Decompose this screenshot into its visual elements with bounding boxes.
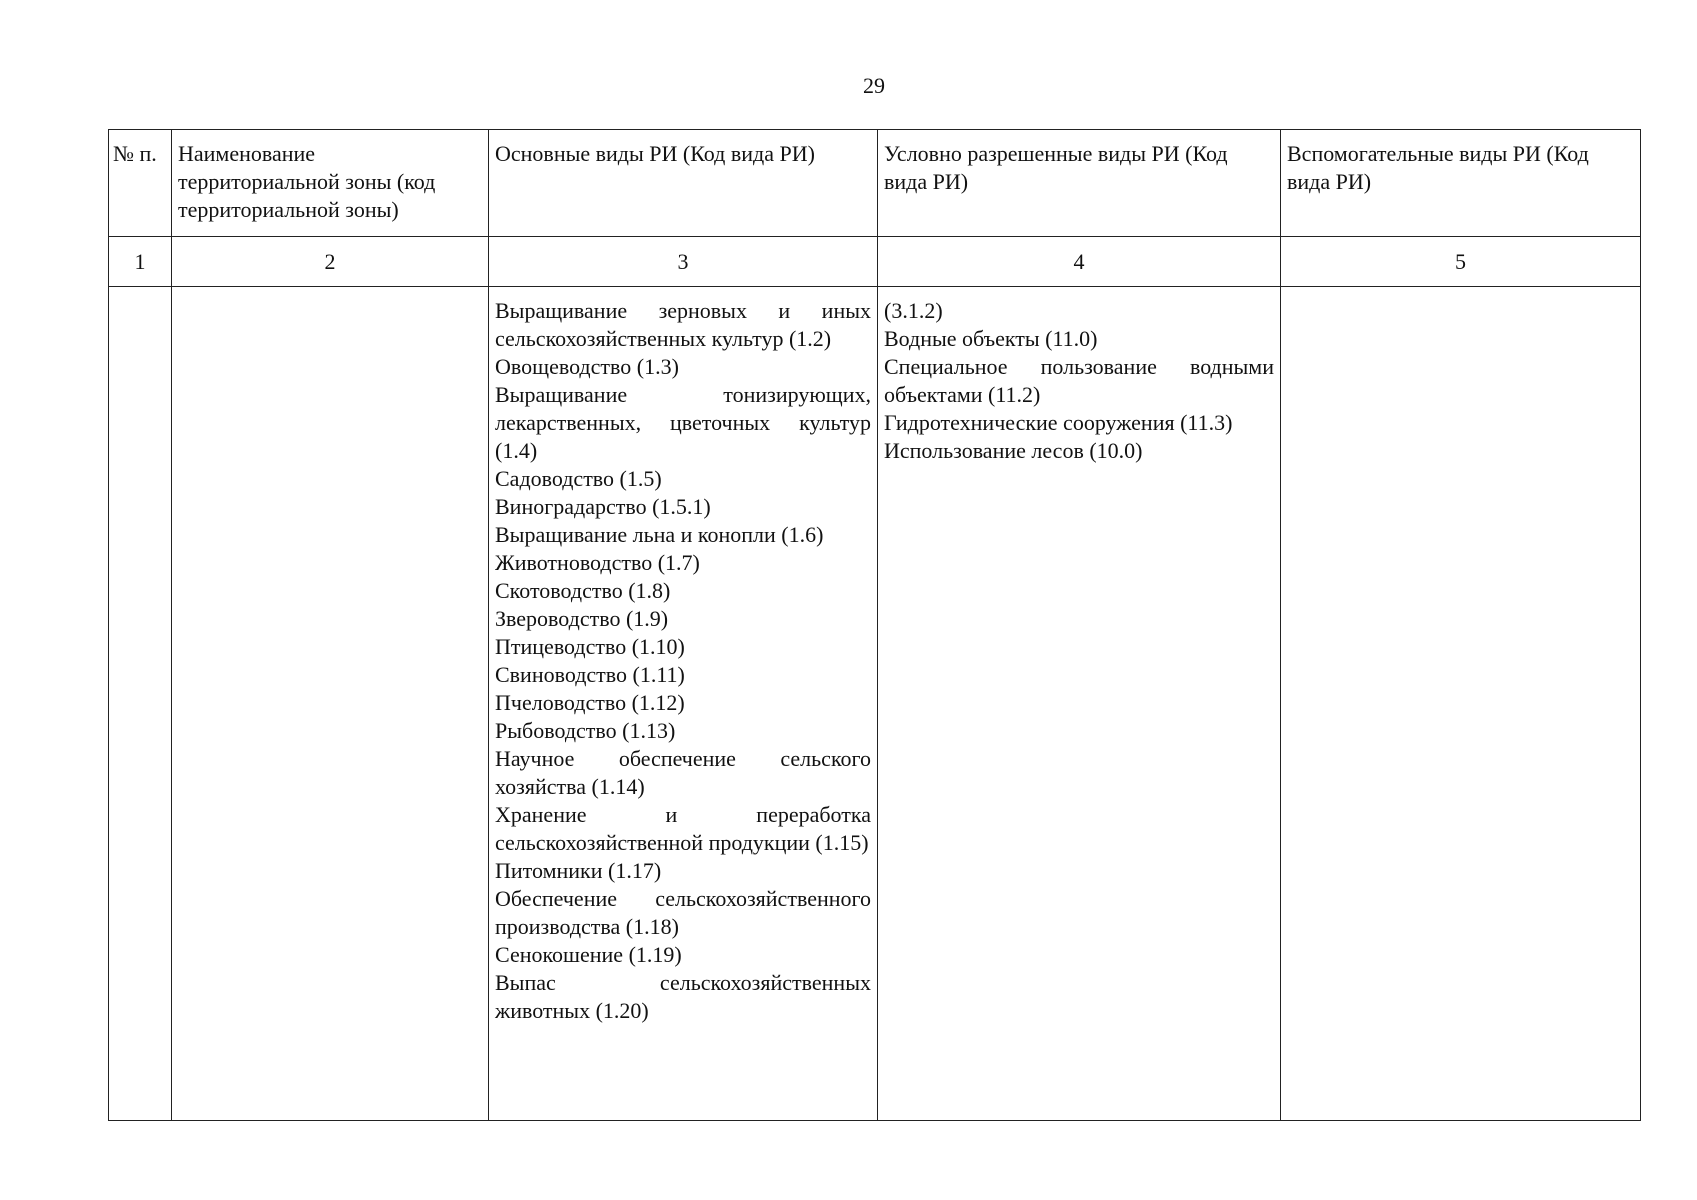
- zone-name-cell: [172, 287, 489, 1121]
- main-use-item: Свиноводство (1.11): [495, 662, 685, 687]
- main-use-item: Птицеводство (1.10): [495, 634, 685, 659]
- main-use-item: Выращивание льна и конопли (1.6): [495, 522, 824, 547]
- main-use-item: Выращивание зерновых и иных сельскохозяйственных культур (1.2): [495, 298, 871, 351]
- header-zone-name: Наименование территориальной зоны (код территориальной зоны): [172, 130, 489, 237]
- main-use-item: Сенокошение (1.19): [495, 942, 682, 967]
- conditional-use-item: Использование лесов (10.0): [884, 438, 1143, 463]
- conditional-use-item: Гидротехнические сооружения (11.3): [884, 410, 1233, 435]
- main-use-item: Выращивание тонизирующих, лекарственных, цветочных культур (1.4): [495, 382, 871, 463]
- main-use-item: Выпас сельскохозяйственных животных (1.20): [495, 970, 871, 1023]
- auxiliary-uses-cell: [1281, 287, 1641, 1121]
- row-number-cell: [109, 287, 172, 1121]
- header-number: № п.: [109, 130, 172, 237]
- land-use-table: [108, 129, 1641, 1121]
- column-number: 3: [489, 237, 878, 287]
- column-number: 1: [109, 237, 172, 287]
- main-use-item: Рыбоводство (1.13): [495, 718, 676, 743]
- table-row: [109, 287, 1641, 1121]
- main-use-item: Пчеловодство (1.12): [495, 690, 685, 715]
- conditional-use-item: (3.1.2): [884, 298, 943, 323]
- column-number-row: [109, 237, 1641, 287]
- conditional-use-item: Специальное пользование водными объектами (11.2): [884, 354, 1274, 407]
- header-auxiliary-uses: Вспомогательные виды РИ (Код вида РИ): [1281, 130, 1641, 237]
- header-main-uses: Основные виды РИ (Код вида РИ): [489, 130, 878, 237]
- main-use-item: Виноградарство (1.5.1): [495, 494, 711, 519]
- main-uses-cell: [489, 287, 878, 1121]
- page-number: 29: [863, 73, 885, 98]
- conditional-uses-cell: [878, 287, 1281, 1121]
- main-use-item: Овощеводство (1.3): [495, 354, 679, 379]
- main-use-item: Питомники (1.17): [495, 858, 662, 883]
- column-number: 2: [172, 237, 489, 287]
- main-use-item: Обеспечение сельскохозяйственного производства (1.18): [495, 886, 871, 939]
- main-use-item: Звероводство (1.9): [495, 606, 669, 631]
- header-conditional-uses: Условно разрешенные виды РИ (Код вида РИ): [878, 130, 1281, 237]
- main-use-item: Скотоводство (1.8): [495, 578, 671, 603]
- main-use-item: Хранение и переработка сельскохозяйственной продукции (1.15): [495, 802, 871, 855]
- column-number: 5: [1281, 237, 1641, 287]
- main-use-item: Научное обеспечение сельского хозяйства (1.14): [495, 746, 871, 799]
- column-number: 4: [878, 237, 1281, 287]
- main-use-item: Животноводство (1.7): [495, 550, 700, 575]
- conditional-use-item: Водные объекты (11.0): [884, 326, 1098, 351]
- table-header-row: [109, 130, 1641, 237]
- main-use-item: Садоводство (1.5): [495, 466, 662, 491]
